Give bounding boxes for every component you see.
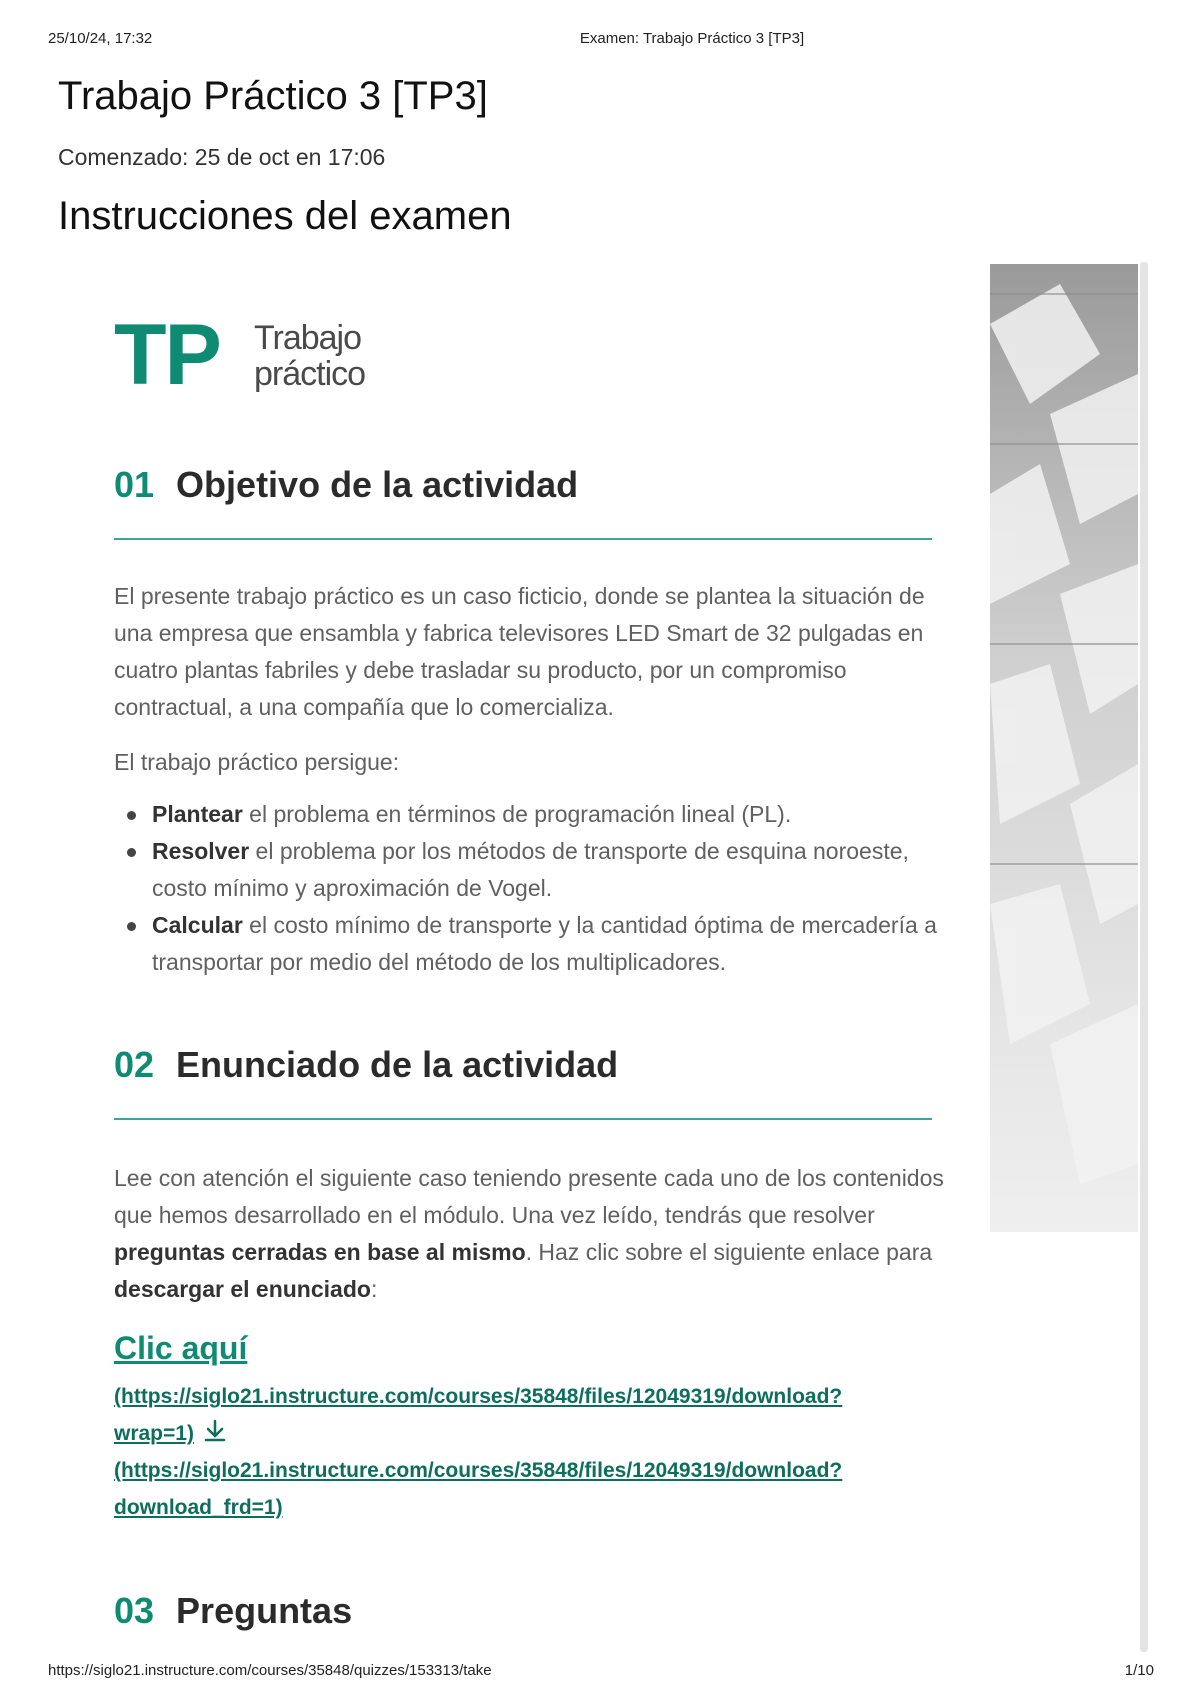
- list-item: [114, 833, 944, 907]
- logo-mark: TP: [114, 307, 220, 403]
- section-03-heading: [114, 1590, 352, 1632]
- section-number: 03: [114, 1590, 155, 1631]
- objective-paragraph: El presente trabajo práctico es un caso ficticio, donde se plantea la situación de una empresa que ensambla y fabrica televisores LED Smart de 32 pulgadas en cuatro plantas fabriles y debe trasladar su producto, por un compromiso contractual, a una compañía que lo comercializa.: [114, 583, 925, 720]
- bullet-keyword: Resolver: [152, 838, 250, 864]
- instructions-title: Instrucciones del examen: [58, 194, 512, 238]
- bullet-text: el problema por los métodos de transporte de esquina noroeste, costo mínimo y aproximación de Vogel.: [152, 838, 909, 901]
- section-number: 01: [114, 464, 155, 505]
- bullet-keyword: Calcular: [152, 912, 243, 938]
- objective-list: [114, 796, 944, 981]
- statement-emphasis: preguntas cerradas en base al mismo: [114, 1239, 526, 1265]
- download-links: [114, 1378, 914, 1526]
- list-item: [114, 907, 944, 981]
- print-page-count: 1/10: [1124, 1662, 1154, 1679]
- decorative-side-image: [990, 264, 1138, 1232]
- section-02-heading: [114, 1044, 618, 1086]
- download-icon[interactable]: [202, 1418, 228, 1444]
- download-link-direct[interactable]: (https://siglo21.instructure.com/courses/35848/files/12049319/download?download_frd=1): [114, 1459, 843, 1519]
- page-title: Trabajo Práctico 3 [TP3]: [58, 74, 488, 118]
- section-title: Preguntas: [176, 1590, 353, 1631]
- logo-caption: [254, 320, 365, 392]
- section-01-heading: [114, 464, 578, 506]
- tp-logo: [114, 307, 414, 403]
- download-link-wrap[interactable]: (https://siglo21.instructure.com/courses/35848/files/12049319/download?wrap=1): [114, 1385, 843, 1445]
- section-divider: [114, 538, 932, 540]
- statement-text: Lee con atención el siguiente caso teniendo presente cada uno de los contenidos que hemos desarrollado en el módulo. Una vez leído, tendrás que resolver: [114, 1165, 944, 1228]
- statement-paragraph: [114, 1160, 944, 1308]
- started-timestamp: Comenzado: 25 de oct en 17:06: [58, 144, 386, 170]
- bullet-keyword: Plantear: [152, 801, 243, 827]
- scrollbar-track[interactable]: [1140, 262, 1148, 1652]
- print-url: https://siglo21.instructure.com/courses/35848/quizzes/153313/take: [48, 1662, 492, 1679]
- logo-line-2: práctico: [254, 355, 366, 393]
- statement-text: :: [370, 1276, 378, 1302]
- print-doc-title: Examen: Trabajo Práctico 3 [TP3]: [579, 30, 805, 47]
- objective-intro: El trabajo práctico persigue:: [114, 749, 400, 775]
- statement-text: . Haz clic sobre el siguiente enlace para: [525, 1239, 933, 1265]
- architecture-pattern: [990, 264, 1138, 1232]
- bullet-text: el costo mínimo de transporte y la cantidad óptima de mercadería a transportar por medio del método de los multiplicadores.: [152, 912, 937, 975]
- print-datetime: 25/10/24, 17:32: [48, 30, 153, 47]
- section-number: 02: [114, 1044, 155, 1085]
- section-divider: [114, 1118, 932, 1120]
- section-title: Enunciado de la actividad: [176, 1044, 619, 1085]
- bullet-text: el problema en términos de programación lineal (PL).: [242, 801, 792, 827]
- download-link-label[interactable]: Clic aquí: [114, 1330, 248, 1366]
- logo-line-1: Trabajo: [254, 319, 362, 357]
- section-title: Objetivo de la actividad: [176, 464, 579, 505]
- list-item: [114, 796, 944, 833]
- statement-emphasis: descargar el enunciado: [114, 1276, 371, 1302]
